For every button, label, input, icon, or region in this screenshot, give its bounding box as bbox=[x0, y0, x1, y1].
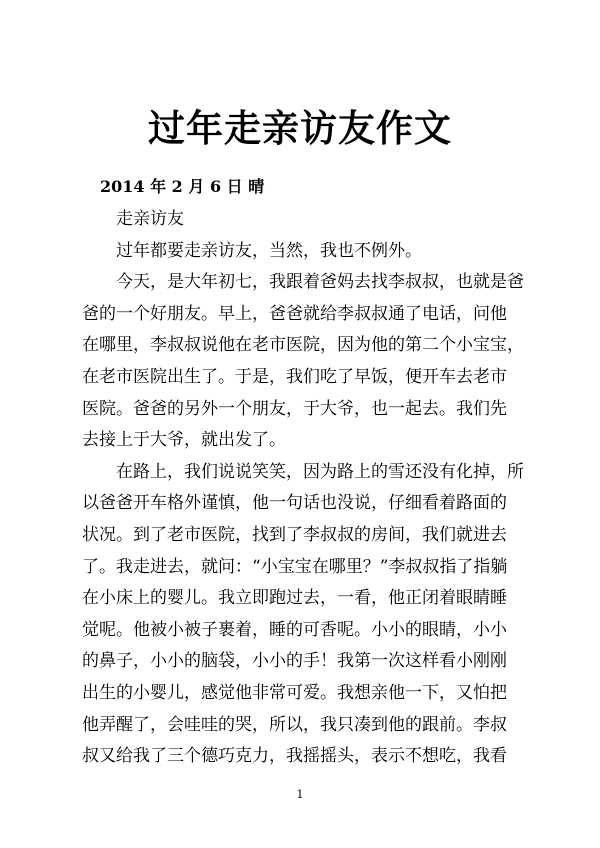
text-line: 出生的小婴儿，感觉他非常可爱。我想亲他一下，又怕把 bbox=[82, 682, 507, 703]
text-line: 医院。爸爸的另外一个朋友，于大爷，也一起去。我们先 bbox=[82, 398, 507, 419]
text-line: 在老市医院出生了。于是，我们吃了早饭，便开车去老市 bbox=[82, 366, 507, 387]
text-line: 以爸爸开车格外谨慎，他一句话也没说，仔细看着路面的 bbox=[82, 493, 507, 514]
paragraph bbox=[82, 457, 524, 773]
paragraph bbox=[82, 204, 502, 236]
text-line: 的鼻子，小小的脑袋，小小的手！我第一次这样看小刚刚 bbox=[82, 651, 507, 672]
text-line: 觉呢。他被小被子裹着，睡的可香呢。小小的眼睛，小小 bbox=[82, 619, 507, 640]
page-number: 1 bbox=[296, 788, 304, 801]
text-line: 在哪里，李叔叔说他在老市医院，因为他的第二个小宝宝， bbox=[82, 335, 524, 356]
text-line: 过年都要走亲访友，当然，我也不例外。 bbox=[116, 240, 422, 261]
document-title: 过年走亲访友作文 bbox=[148, 106, 452, 150]
text-line: 走亲访友 bbox=[116, 209, 184, 229]
date-weather-line: 2014 年 2 月 6 日 晴 bbox=[100, 177, 265, 196]
text-line: 叔又给我了三个德巧克力，我摇摇头，表示不想吃，我看 bbox=[82, 746, 507, 767]
text-line: 在路上，我们说说笑笑，因为路上的雪还没有化掉，所 bbox=[116, 461, 524, 482]
paragraph bbox=[82, 236, 502, 268]
essay-body bbox=[82, 204, 524, 773]
text-line: 爸的一个好朋友。早上，爸爸就给李叔叔通了电话，问他 bbox=[82, 303, 507, 324]
text-line: 他弄醒了，会哇哇的哭，所以，我只凑到他的跟前。李叔 bbox=[82, 714, 507, 735]
text-line: 今天，是大年初七，我跟着爸妈去找李叔叔，也就是爸 bbox=[116, 272, 524, 293]
text-line: 了。我走进去，就问：“小宝宝在哪里？”李叔叔指了指躺 bbox=[82, 556, 508, 577]
text-line: 去接上于大爷，就出发了。 bbox=[82, 430, 286, 451]
text-line: 状况。到了老市医院，找到了李叔叔的房间，我们就进去 bbox=[82, 524, 507, 545]
text-line: 在小床上的婴儿。我立即跑过去，一看，他正闭着眼睛睡 bbox=[82, 588, 507, 609]
paragraph bbox=[82, 267, 524, 457]
